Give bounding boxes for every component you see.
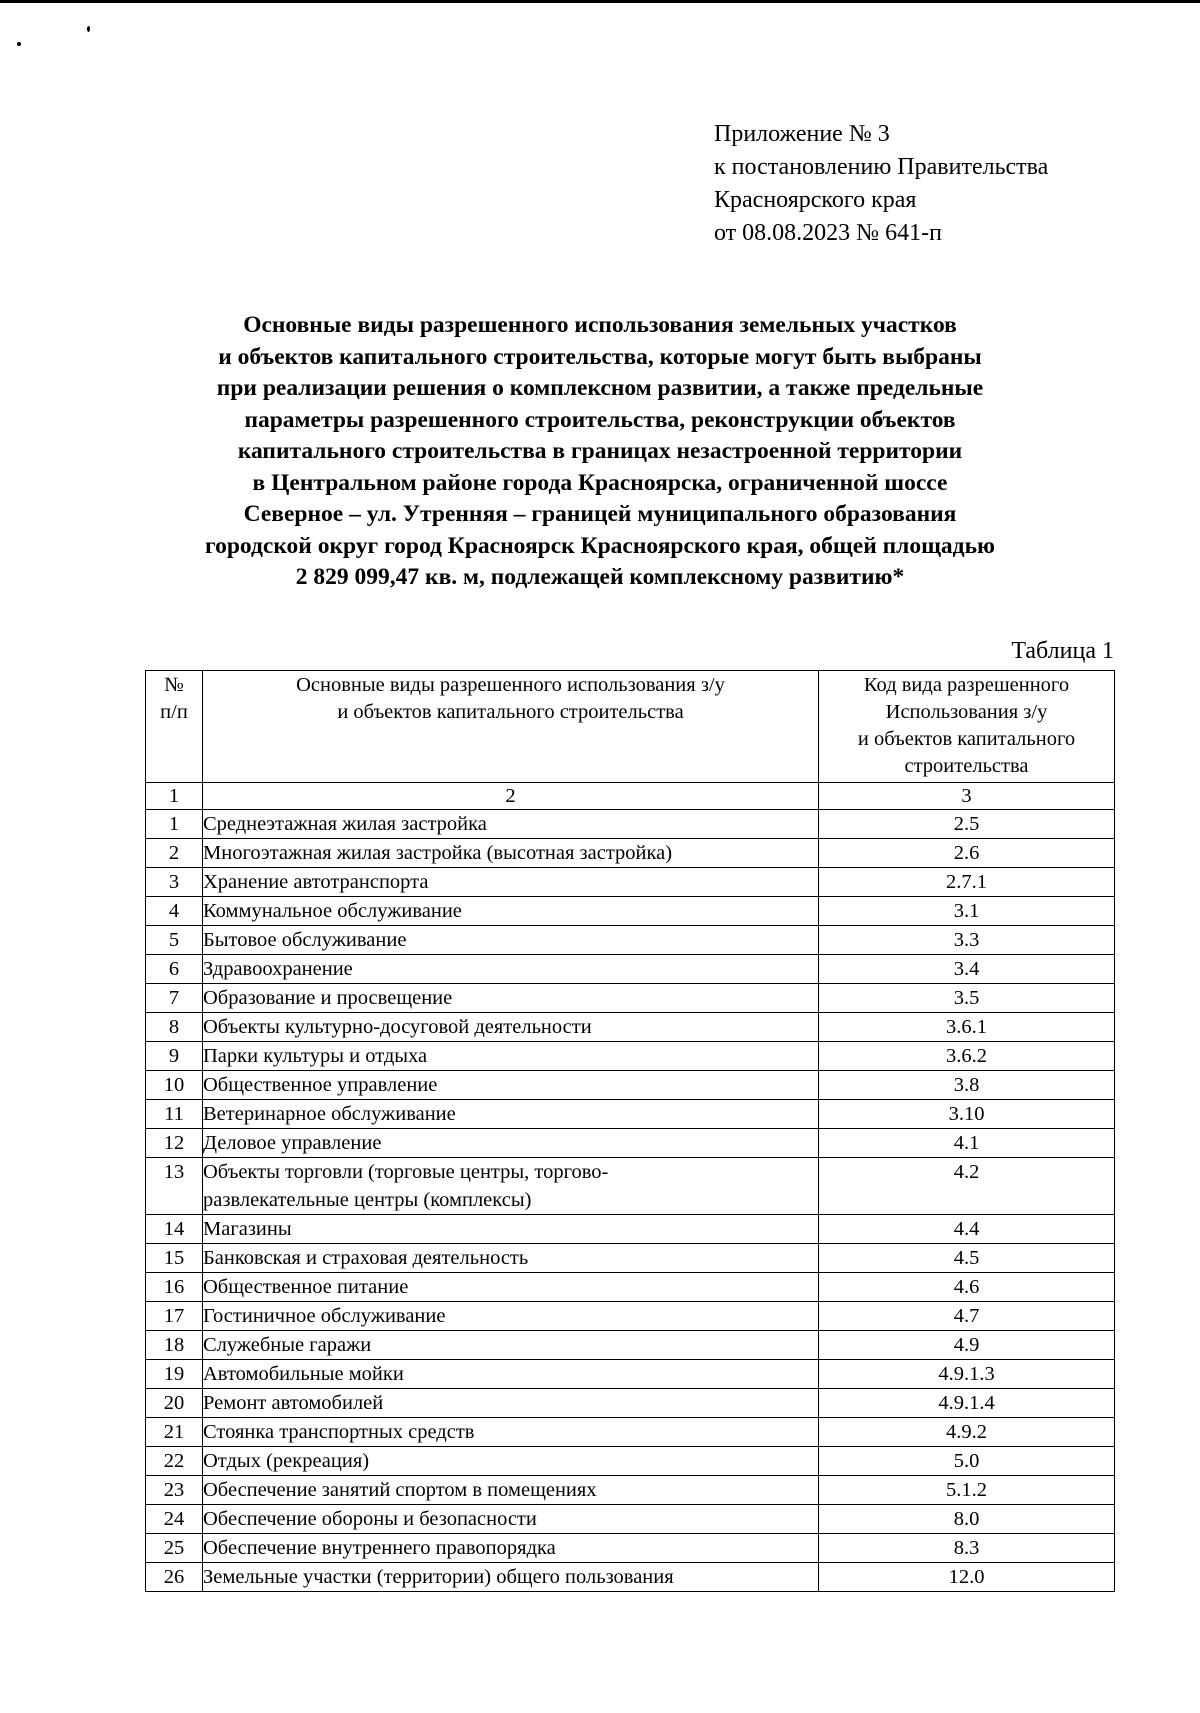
land-use-code: 3.6.1	[819, 1013, 1115, 1042]
land-use-name	[203, 1302, 819, 1331]
land-use-code: 4.9	[819, 1331, 1115, 1360]
row-number: 22	[146, 1447, 203, 1476]
header-line: Использования з/у	[885, 701, 1048, 723]
land-use-name-line: Ветеринарное обслуживание	[203, 1103, 456, 1125]
row-number: 10	[146, 1071, 203, 1100]
land-use-name	[203, 1129, 819, 1158]
land-use-code: 3.3	[819, 926, 1115, 955]
table-row	[146, 1534, 1115, 1563]
land-use-name	[203, 1158, 819, 1215]
land-use-code: 4.6	[819, 1273, 1115, 1302]
land-use-code: 5.1.2	[819, 1476, 1115, 1505]
row-number: 16	[146, 1273, 203, 1302]
row-number: 19	[146, 1360, 203, 1389]
row-number: 7	[146, 984, 203, 1013]
land-use-name-line: Обеспечение внутреннего правопорядка	[203, 1537, 556, 1559]
table-row	[146, 1389, 1115, 1418]
row-number: 2	[146, 839, 203, 868]
scan-speck	[17, 42, 21, 46]
title-line: 2 829 099,47 кв. м, подлежащей комплексному развитию*	[295, 564, 905, 590]
land-use-code: 3.6.2	[819, 1042, 1115, 1071]
table-row	[146, 1215, 1115, 1244]
land-use-name-line: развлекательные центры (комплексы)	[203, 1189, 532, 1211]
table-row	[146, 1244, 1115, 1273]
header-line: строительства	[904, 755, 1029, 777]
land-use-name	[203, 1273, 819, 1302]
land-use-name	[203, 1447, 819, 1476]
title-line: и объектов капитального строительства, которые могут быть выбраны	[218, 343, 982, 370]
land-use-name-line: Деловое управление	[203, 1132, 382, 1154]
land-use-name-line: Общественное управление	[203, 1074, 438, 1096]
row-number: 9	[146, 1042, 203, 1071]
table-row	[146, 1071, 1115, 1100]
row-number: 8	[146, 1013, 203, 1042]
row-number: 14	[146, 1215, 203, 1244]
land-use-code: 2.6	[819, 839, 1115, 868]
land-use-table	[145, 670, 1115, 1592]
land-use-name	[203, 868, 819, 897]
land-use-code: 8.0	[819, 1505, 1115, 1534]
row-number: 17	[146, 1302, 203, 1331]
land-use-code: 4.2	[819, 1158, 1115, 1215]
land-use-name-line: Объекты торговли (торговые центры, торгово-	[203, 1161, 609, 1183]
header-code	[819, 671, 1115, 783]
land-use-name	[203, 1013, 819, 1042]
table-header-row	[146, 671, 1115, 783]
land-use-code: 3.1	[819, 897, 1115, 926]
land-use-name-line: Отдых (рекреация)	[203, 1450, 370, 1472]
table-row	[146, 955, 1115, 984]
land-use-name	[203, 926, 819, 955]
title-line: городской округ город Красноярск Красноярского края, общей площадью	[205, 532, 995, 559]
table-row	[146, 1331, 1115, 1360]
land-use-name-line: Автомобильные мойки	[203, 1363, 404, 1385]
land-use-name	[203, 897, 819, 926]
appendix-line: к постановлению Правительства	[714, 154, 1049, 180]
land-use-code: 4.9.1.3	[819, 1360, 1115, 1389]
title-line: Основные виды разрешенного использования земельных участков	[243, 312, 957, 338]
column-index: 1	[146, 783, 203, 810]
land-use-name	[203, 984, 819, 1013]
scan-top-edge	[0, 0, 1200, 3]
table-row	[146, 1476, 1115, 1505]
appendix-block	[714, 118, 1048, 250]
appendix-line: Приложение № 3	[714, 121, 890, 147]
land-use-name-line: Бытовое обслуживание	[203, 929, 407, 951]
land-use-name	[203, 1389, 819, 1418]
table-row	[146, 868, 1115, 897]
land-use-name-line: Общественное питание	[203, 1276, 409, 1298]
land-use-name-line: Земельные участки (территории) общего пользования	[203, 1566, 674, 1588]
row-number: 3	[146, 868, 203, 897]
table-row	[146, 1447, 1115, 1476]
column-index-row	[146, 783, 1115, 810]
table-row	[146, 1302, 1115, 1331]
row-number: 21	[146, 1418, 203, 1447]
row-number: 12	[146, 1129, 203, 1158]
row-number: 11	[146, 1100, 203, 1129]
land-use-code: 4.1	[819, 1129, 1115, 1158]
land-use-name	[203, 839, 819, 868]
land-use-name-line: Среднеэтажная жилая застройка	[203, 813, 487, 835]
table-row	[146, 1273, 1115, 1302]
table-row	[146, 897, 1115, 926]
title-line: при реализации решения о комплексном развитии, а также предельные	[216, 375, 984, 401]
land-use-name-line: Хранение автотранспорта	[203, 871, 429, 893]
row-number: 1	[146, 810, 203, 839]
land-use-name-line: Магазины	[203, 1218, 292, 1240]
land-use-code: 3.10	[819, 1100, 1115, 1129]
land-use-name	[203, 1215, 819, 1244]
appendix-line: Красноярского края	[714, 187, 917, 213]
table-body	[146, 810, 1115, 1592]
land-use-name-line: Здравоохранение	[203, 958, 353, 980]
column-index: 2	[203, 783, 819, 810]
scan-speck	[87, 26, 90, 32]
row-number: 6	[146, 955, 203, 984]
land-use-name	[203, 1100, 819, 1129]
header-line: и объектов капитального	[857, 728, 1076, 750]
land-use-name	[203, 1563, 819, 1592]
title-line: параметры разрешенного строительства, реконструкции объектов	[244, 406, 956, 433]
land-use-name	[203, 1360, 819, 1389]
table-caption: Таблица 1	[1011, 638, 1114, 664]
land-use-name-line: Ремонт автомобилей	[203, 1392, 384, 1414]
land-use-name-line: Парки культуры и отдыха	[203, 1045, 428, 1067]
land-use-name	[203, 1331, 819, 1360]
column-index: 3	[819, 783, 1115, 810]
land-use-name	[203, 955, 819, 984]
land-use-code: 4.7	[819, 1302, 1115, 1331]
header-num	[146, 671, 203, 783]
row-number: 23	[146, 1476, 203, 1505]
header-line: Основные виды разрешенного использования з/у	[296, 674, 725, 696]
title-line: капитального строительства в границах незастроенной территории	[237, 438, 963, 464]
table-row	[146, 1158, 1115, 1215]
land-use-name	[203, 810, 819, 839]
header-line: Код вида разрешенного	[863, 674, 1070, 696]
table-row	[146, 984, 1115, 1013]
row-number: 15	[146, 1244, 203, 1273]
land-use-name-line: Стоянка транспортных средств	[203, 1421, 475, 1443]
land-use-code: 3.8	[819, 1071, 1115, 1100]
land-use-name	[203, 1418, 819, 1447]
table-row	[146, 1013, 1115, 1042]
row-number: 25	[146, 1534, 203, 1563]
table-row	[146, 839, 1115, 868]
land-use-name-line: Обеспечение занятий спортом в помещениях	[203, 1479, 597, 1501]
land-use-name-line: Объекты культурно-досуговой деятельности	[203, 1016, 592, 1038]
header-name	[203, 671, 819, 783]
table-row	[146, 1360, 1115, 1389]
land-use-name	[203, 1534, 819, 1563]
land-use-code: 4.9.1.4	[819, 1389, 1115, 1418]
land-use-name	[203, 1505, 819, 1534]
land-use-code: 2.5	[819, 810, 1115, 839]
land-use-name	[203, 1071, 819, 1100]
land-use-name	[203, 1042, 819, 1071]
row-number: 4	[146, 897, 203, 926]
land-use-name-line: Служебные гаражи	[203, 1334, 372, 1356]
table-row	[146, 810, 1115, 839]
land-use-code: 4.4	[819, 1215, 1115, 1244]
title-line: Северное – ул. Утренняя – границей муниципального образования	[243, 501, 957, 527]
land-use-code: 3.4	[819, 955, 1115, 984]
header-line: и объектов капитального строительства	[337, 701, 684, 723]
document-title	[100, 310, 1100, 594]
table-row	[146, 926, 1115, 955]
land-use-name-line: Обеспечение обороны и безопасности	[203, 1508, 537, 1530]
row-number: 13	[146, 1158, 203, 1215]
header-line: п/п	[160, 701, 188, 723]
title-line: в Центральном районе города Красноярска, ограниченной шоссе	[252, 469, 948, 496]
land-use-code: 5.0	[819, 1447, 1115, 1476]
land-use-code: 3.5	[819, 984, 1115, 1013]
land-use-code: 4.5	[819, 1244, 1115, 1273]
table-row	[146, 1418, 1115, 1447]
row-number: 24	[146, 1505, 203, 1534]
header-line: №	[164, 674, 184, 696]
table-row	[146, 1563, 1115, 1592]
appendix-line: от 08.08.2023 № 641-п	[714, 220, 942, 246]
land-use-name-line: Многоэтажная жилая застройка (высотная застройка)	[203, 842, 673, 864]
land-use-name-line: Гостиничное обслуживание	[203, 1305, 446, 1327]
land-use-name-line: Банковская и страховая деятельность	[203, 1247, 529, 1269]
land-use-name	[203, 1476, 819, 1505]
land-use-name-line: Образование и просвещение	[203, 987, 453, 1009]
land-use-code: 2.7.1	[819, 868, 1115, 897]
row-number: 20	[146, 1389, 203, 1418]
table-row	[146, 1129, 1115, 1158]
table-row	[146, 1042, 1115, 1071]
table-row	[146, 1505, 1115, 1534]
land-use-code: 12.0	[819, 1563, 1115, 1592]
row-number: 5	[146, 926, 203, 955]
land-use-code: 4.9.2	[819, 1418, 1115, 1447]
land-use-name-line: Коммунальное обслуживание	[203, 900, 462, 922]
land-use-code: 8.3	[819, 1534, 1115, 1563]
row-number: 26	[146, 1563, 203, 1592]
land-use-name	[203, 1244, 819, 1273]
table-row	[146, 1100, 1115, 1129]
row-number: 18	[146, 1331, 203, 1360]
